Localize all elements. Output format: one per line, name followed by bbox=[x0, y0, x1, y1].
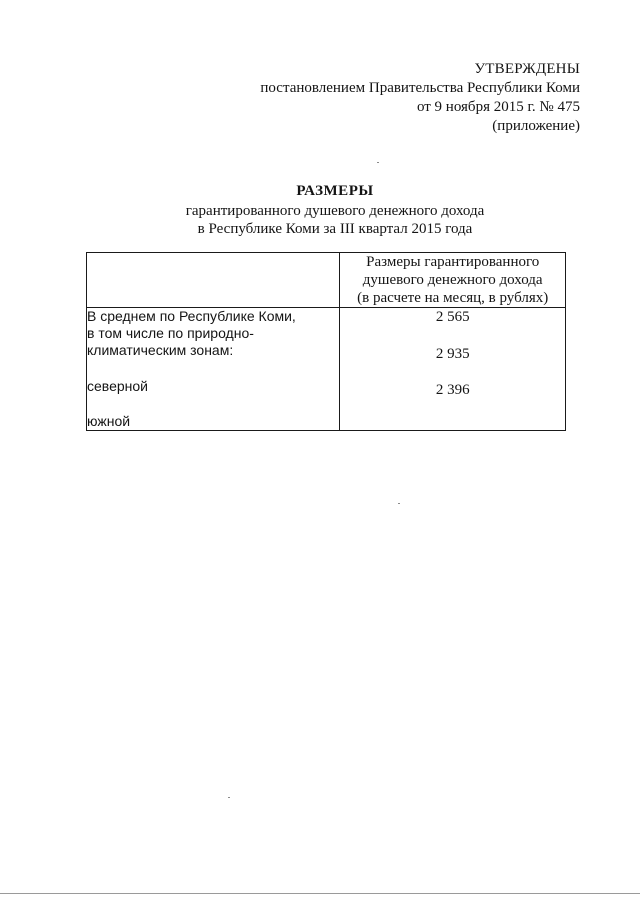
table-header-amount bbox=[340, 253, 566, 308]
scan-speck bbox=[228, 797, 230, 798]
table-header-line: душевого денежного дохода bbox=[362, 272, 543, 288]
approval-title: УТВЕРЖДЕНЫ bbox=[474, 61, 580, 77]
document-title: РАЗМЕРЫ bbox=[296, 183, 374, 199]
region-labels-cell bbox=[87, 308, 340, 431]
document-heading bbox=[150, 182, 520, 238]
approval-appendix: (приложение) bbox=[492, 118, 580, 134]
row-label-average-line-1: В среднем по Республике Коми, bbox=[87, 308, 296, 324]
page-bottom-rule bbox=[0, 893, 640, 894]
row-label-north: северной bbox=[87, 378, 148, 394]
table-header-empty-cell bbox=[87, 253, 340, 308]
row-label-average-line-2: в том числе по природно- bbox=[87, 325, 254, 341]
document-subtitle-line-2: в Республике Коми за III квартал 2015 года bbox=[197, 221, 473, 237]
document-subtitle-line-1: гарантированного душевого денежного дохода bbox=[185, 203, 485, 219]
table-header-row bbox=[87, 253, 566, 308]
value-average: 2 565 bbox=[435, 309, 470, 325]
scan-speck bbox=[377, 162, 379, 163]
approval-decree: постановлением Правительства Республики Коми bbox=[260, 80, 580, 96]
table-header-line: (в расчете на месяц, в рублях) bbox=[357, 290, 549, 306]
scan-speck bbox=[398, 503, 400, 504]
value-south: 2 396 bbox=[435, 382, 470, 398]
income-values-cell bbox=[340, 308, 566, 431]
row-label-average-line-3: климатическим зонам: bbox=[87, 342, 234, 358]
row-label-south: южной bbox=[87, 413, 131, 429]
value-north: 2 935 bbox=[435, 346, 470, 362]
income-table bbox=[86, 252, 566, 431]
table-body-row bbox=[87, 308, 566, 431]
table-header-line: Размеры гарантированного bbox=[366, 254, 540, 270]
approval-block bbox=[260, 60, 580, 136]
approval-date-number: от 9 ноября 2015 г. № 475 bbox=[416, 99, 580, 115]
